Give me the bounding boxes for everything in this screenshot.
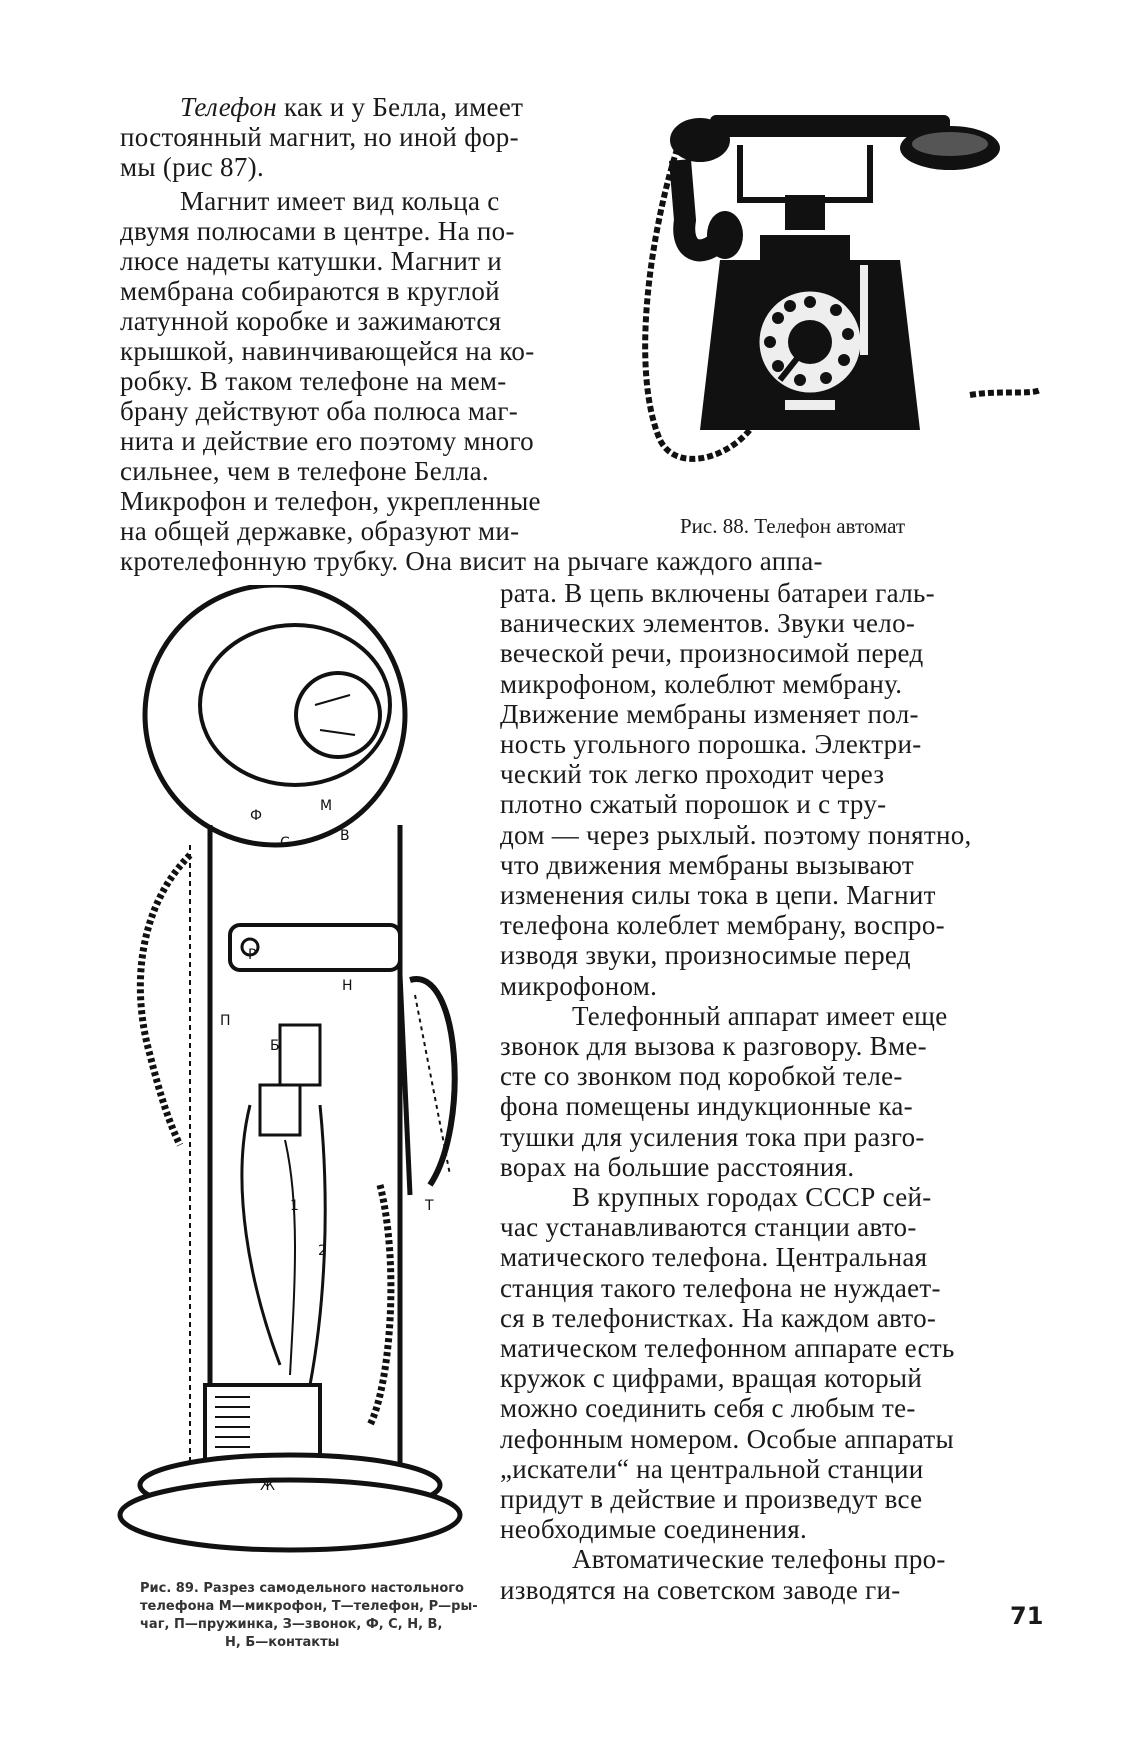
caption-line: телефона М—микрофон, Т—телефон, Р—ры-: [140, 1599, 478, 1614]
text-line: плотно сжатый порошок и с тру-: [500, 789, 887, 820]
figure-89-telephone-cross-section: [110, 585, 480, 1565]
label-1: 1: [290, 1198, 299, 1214]
text-line: веческой речи, произносимой перед: [500, 638, 924, 669]
label-p: П: [220, 1013, 231, 1029]
caption-line: Рис. 89. Разрез самодельного настольного: [140, 1581, 464, 1596]
text-line: ческий ток легко проходит через: [500, 759, 885, 790]
text-line: станция такого телефона не нуждает-: [500, 1272, 941, 1303]
text-line: Автоматические телефоны про-: [572, 1544, 946, 1575]
text-line: постоянный магнит, но иной фор-: [120, 122, 519, 152]
text-line: час устанавливаются станции авто-: [500, 1212, 917, 1243]
text-line: ворах на большие расстояния.: [500, 1151, 855, 1182]
text-line: сильнее, чем в телефоне Белла.: [120, 456, 489, 486]
text-line: изменения силы тока в цепи. Магнит: [500, 880, 936, 910]
text-line: кротелефонную трубку. Она висит на рычаге каждого аппа-: [120, 546, 823, 576]
text-line: что движения мембраны вызывают: [500, 849, 914, 880]
text-line: матического телефона. Центральная: [500, 1242, 928, 1273]
text-line: „искатели“ на центральной станции: [500, 1453, 924, 1484]
text-line: матическом телефонном аппарате есть: [500, 1333, 955, 1363]
text-line: [180, 92, 523, 122]
text-line: фона помещены индукционные ка-: [500, 1091, 913, 1122]
text-line: Движение мембраны изменяет пол-: [500, 698, 919, 729]
text-line: Телефонный аппарат имеет еще: [572, 1000, 948, 1031]
line-rest: как и у Белла, имеет: [276, 92, 524, 122]
figure-88-automatic-telephone: [640, 110, 1050, 500]
text-line: робку. В таком телефоне на мем-: [120, 366, 507, 396]
label-n: Н: [342, 978, 353, 994]
text-line: ванических элементов. Звуки чело-: [500, 608, 916, 639]
text-line: можно соединить себя с любым те-: [500, 1393, 916, 1424]
text-line: придут в действие и произведут все: [500, 1484, 923, 1514]
text-line: телефона колеблет мембрану, воспро-: [500, 910, 945, 941]
label-s: С: [280, 835, 290, 851]
text-line: Микрофон и телефон, укрепленные: [120, 486, 541, 516]
text-line: ся в телефонистках. На каждом авто-: [500, 1302, 937, 1333]
text-line: лефонным номером. Особые аппараты: [500, 1423, 954, 1454]
label-m: М: [320, 798, 333, 814]
label-t: Т: [425, 1198, 434, 1214]
text-line: латунной коробке и зажимаются: [120, 306, 502, 336]
text-line: крышкой, навинчивающейся на ко-: [120, 336, 535, 366]
label-2: 2: [318, 1243, 327, 1259]
page-number: 71: [1010, 1602, 1044, 1630]
text-line: мембрана собираются в круглой: [120, 276, 500, 306]
text-line: мы (рис 87).: [120, 152, 264, 182]
label-r: Р: [248, 947, 257, 963]
text-line: изводятся на советском заводе ги-: [500, 1574, 901, 1605]
caption-line: чаг, П—пружинка, З—звонок, Ф, С, Н, В,: [140, 1617, 443, 1632]
text-line: дом — через рыхлый. поэтому понятно,: [500, 819, 972, 850]
text-line: нита и действие его поэтому много: [120, 426, 534, 456]
text-line: необходимые соединения.: [500, 1514, 808, 1545]
text-line: на общей державке, образуют ми-: [120, 516, 520, 546]
text-line: В крупных городах СССР сей-: [572, 1182, 932, 1212]
text-line: звонок для вызова к разговору. Вме-: [500, 1031, 927, 1061]
label-zh: Ж: [260, 1478, 276, 1494]
text-line: сте со звонком под коробкой теле-: [500, 1061, 903, 1092]
text-line: рата. В цепь включены батареи галь-: [500, 578, 935, 608]
label-f: Ф: [250, 808, 263, 824]
text-line: кружок с цифрами, вращая который: [500, 1363, 923, 1394]
text-line: тушки для усиления тока при разго-: [500, 1121, 925, 1152]
label-b: Б: [270, 1038, 280, 1054]
text-line: двумя полюсами в центре. На по-: [120, 216, 515, 246]
text-line: Магнит имеет вид кольца с: [180, 186, 500, 216]
italic-term: Телефон: [180, 92, 277, 122]
text-line: люсе надеты катушки. Магнит и: [120, 246, 502, 276]
figure-88-caption: Рис. 88. Телефон автомат: [680, 514, 906, 538]
text-line: микрофоном, колеблют мембрану.: [500, 668, 903, 699]
text-line: ность угольного порошка. Электри-: [500, 729, 922, 759]
text-line: микрофоном.: [500, 970, 658, 1001]
text-line: изводя звуки, произносимые перед: [500, 940, 911, 971]
caption-line: Н, Б—контакты: [225, 1635, 340, 1650]
label-v: В: [340, 828, 350, 844]
text-line: брану действуют оба полюса маг-: [120, 396, 519, 426]
